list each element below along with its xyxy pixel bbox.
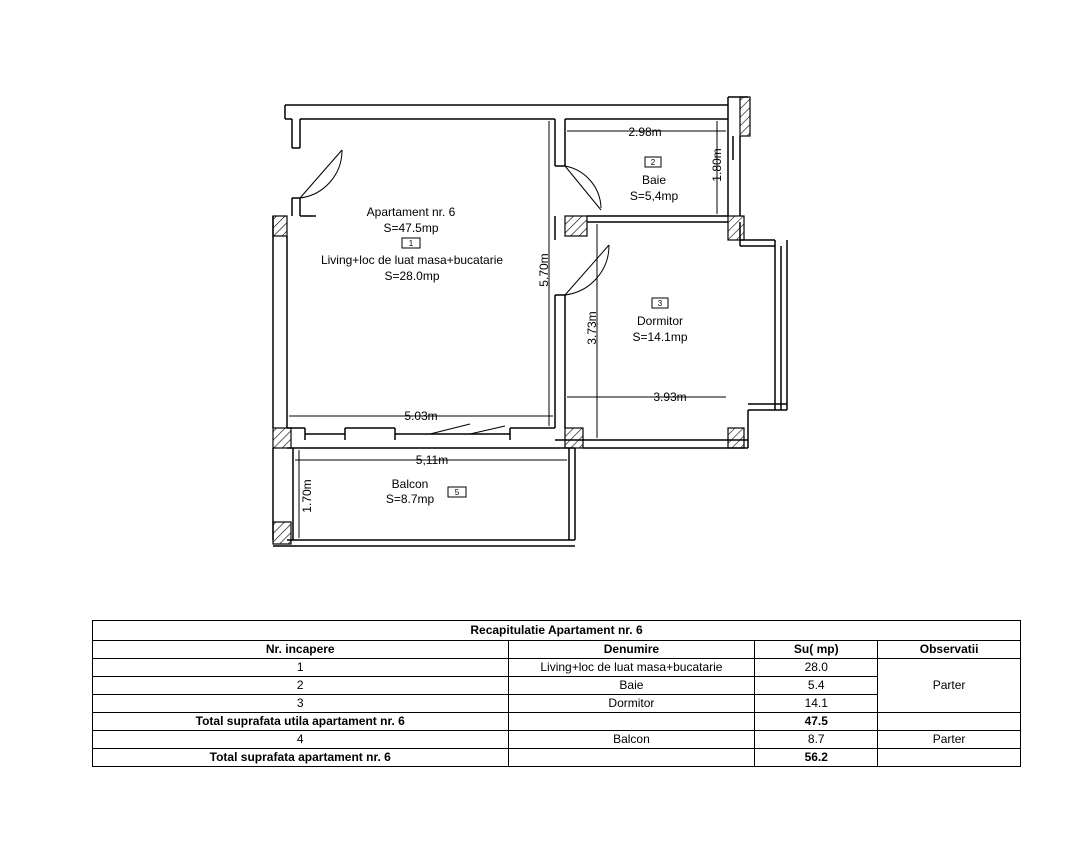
cell-empty: [878, 713, 1021, 731]
summary-table: [92, 620, 1021, 767]
room-name-bath: Baie: [641, 173, 667, 187]
cell-nr: 4: [93, 731, 509, 749]
cell-nr: 3: [93, 695, 509, 713]
dim-living-width: 5.03m: [404, 409, 438, 423]
cell-empty: [508, 749, 755, 767]
table-header-row: [93, 641, 1021, 659]
room-tag-bedroom: 3: [657, 299, 663, 308]
cell-nr: 1: [93, 659, 509, 677]
column-header: Denumire: [508, 641, 755, 659]
table-title-row: [93, 621, 1021, 641]
room-name-living: Living+loc de luat masa+bucatarie: [320, 253, 504, 267]
dim-bath-height: 1.80m: [710, 148, 724, 182]
total-label: Total suprafata apartament nr. 6: [93, 749, 509, 767]
room-tag-living: 1: [408, 239, 414, 248]
room-tag-bath: 2: [650, 158, 656, 167]
total-value: 56.2: [755, 749, 878, 767]
door-swings: [300, 150, 609, 434]
table-row: [93, 731, 1021, 749]
column-header: Su( mp): [755, 641, 878, 659]
subtotal-value: 47.5: [755, 713, 878, 731]
cell-area: 28.0: [755, 659, 878, 677]
apartment-title: Apartament nr. 6: [366, 205, 456, 219]
room-labels: [321, 157, 688, 506]
subtotal-row: [93, 713, 1021, 731]
room-area-living: S=28.0mp: [384, 269, 440, 283]
cell-area: 8.7: [755, 731, 878, 749]
cell-observations: Parter: [878, 659, 1021, 713]
room-area-bath: S=5,4mp: [629, 189, 679, 203]
cell-area: 5.4: [755, 677, 878, 695]
column-header: Nr. incapere: [93, 641, 509, 659]
dim-living-height: 5.70m: [537, 253, 551, 287]
cell-empty: [878, 749, 1021, 767]
dim-bedroom-width: 3.93m: [653, 390, 687, 404]
dim-balcony-height: 1.70m: [300, 479, 314, 513]
cell-name: Baie: [508, 677, 755, 695]
column-header: Observatii: [878, 641, 1021, 659]
apartment-area: S=47.5mp: [383, 221, 439, 235]
room-tag-balcony: 5: [454, 488, 460, 497]
dim-bath-width: 2.98m: [628, 125, 662, 139]
subtotal-label: Total suprafata utila apartament nr. 6: [93, 713, 509, 731]
cell-nr: 2: [93, 677, 509, 695]
room-area-bedroom: S=14.1mp: [632, 330, 688, 344]
table-row: [93, 659, 1021, 677]
cell-name: Dormitor: [508, 695, 755, 713]
cell-name: Balcon: [508, 731, 755, 749]
dim-balcony-width: 5,11m: [415, 453, 449, 467]
cell-empty: [508, 713, 755, 731]
total-row: [93, 749, 1021, 767]
room-name-balcony: Balcon: [391, 477, 429, 491]
cell-observations: Parter: [878, 731, 1021, 749]
cell-name: Living+loc de luat masa+bucatarie: [508, 659, 755, 677]
cell-area: 14.1: [755, 695, 878, 713]
table-title: Recapitulatie Apartament nr. 6: [93, 621, 1021, 641]
room-name-bedroom: Dormitor: [636, 314, 684, 328]
room-area-balcony: S=8.7mp: [385, 492, 435, 506]
dim-bedroom-height: 3.73m: [585, 311, 599, 345]
